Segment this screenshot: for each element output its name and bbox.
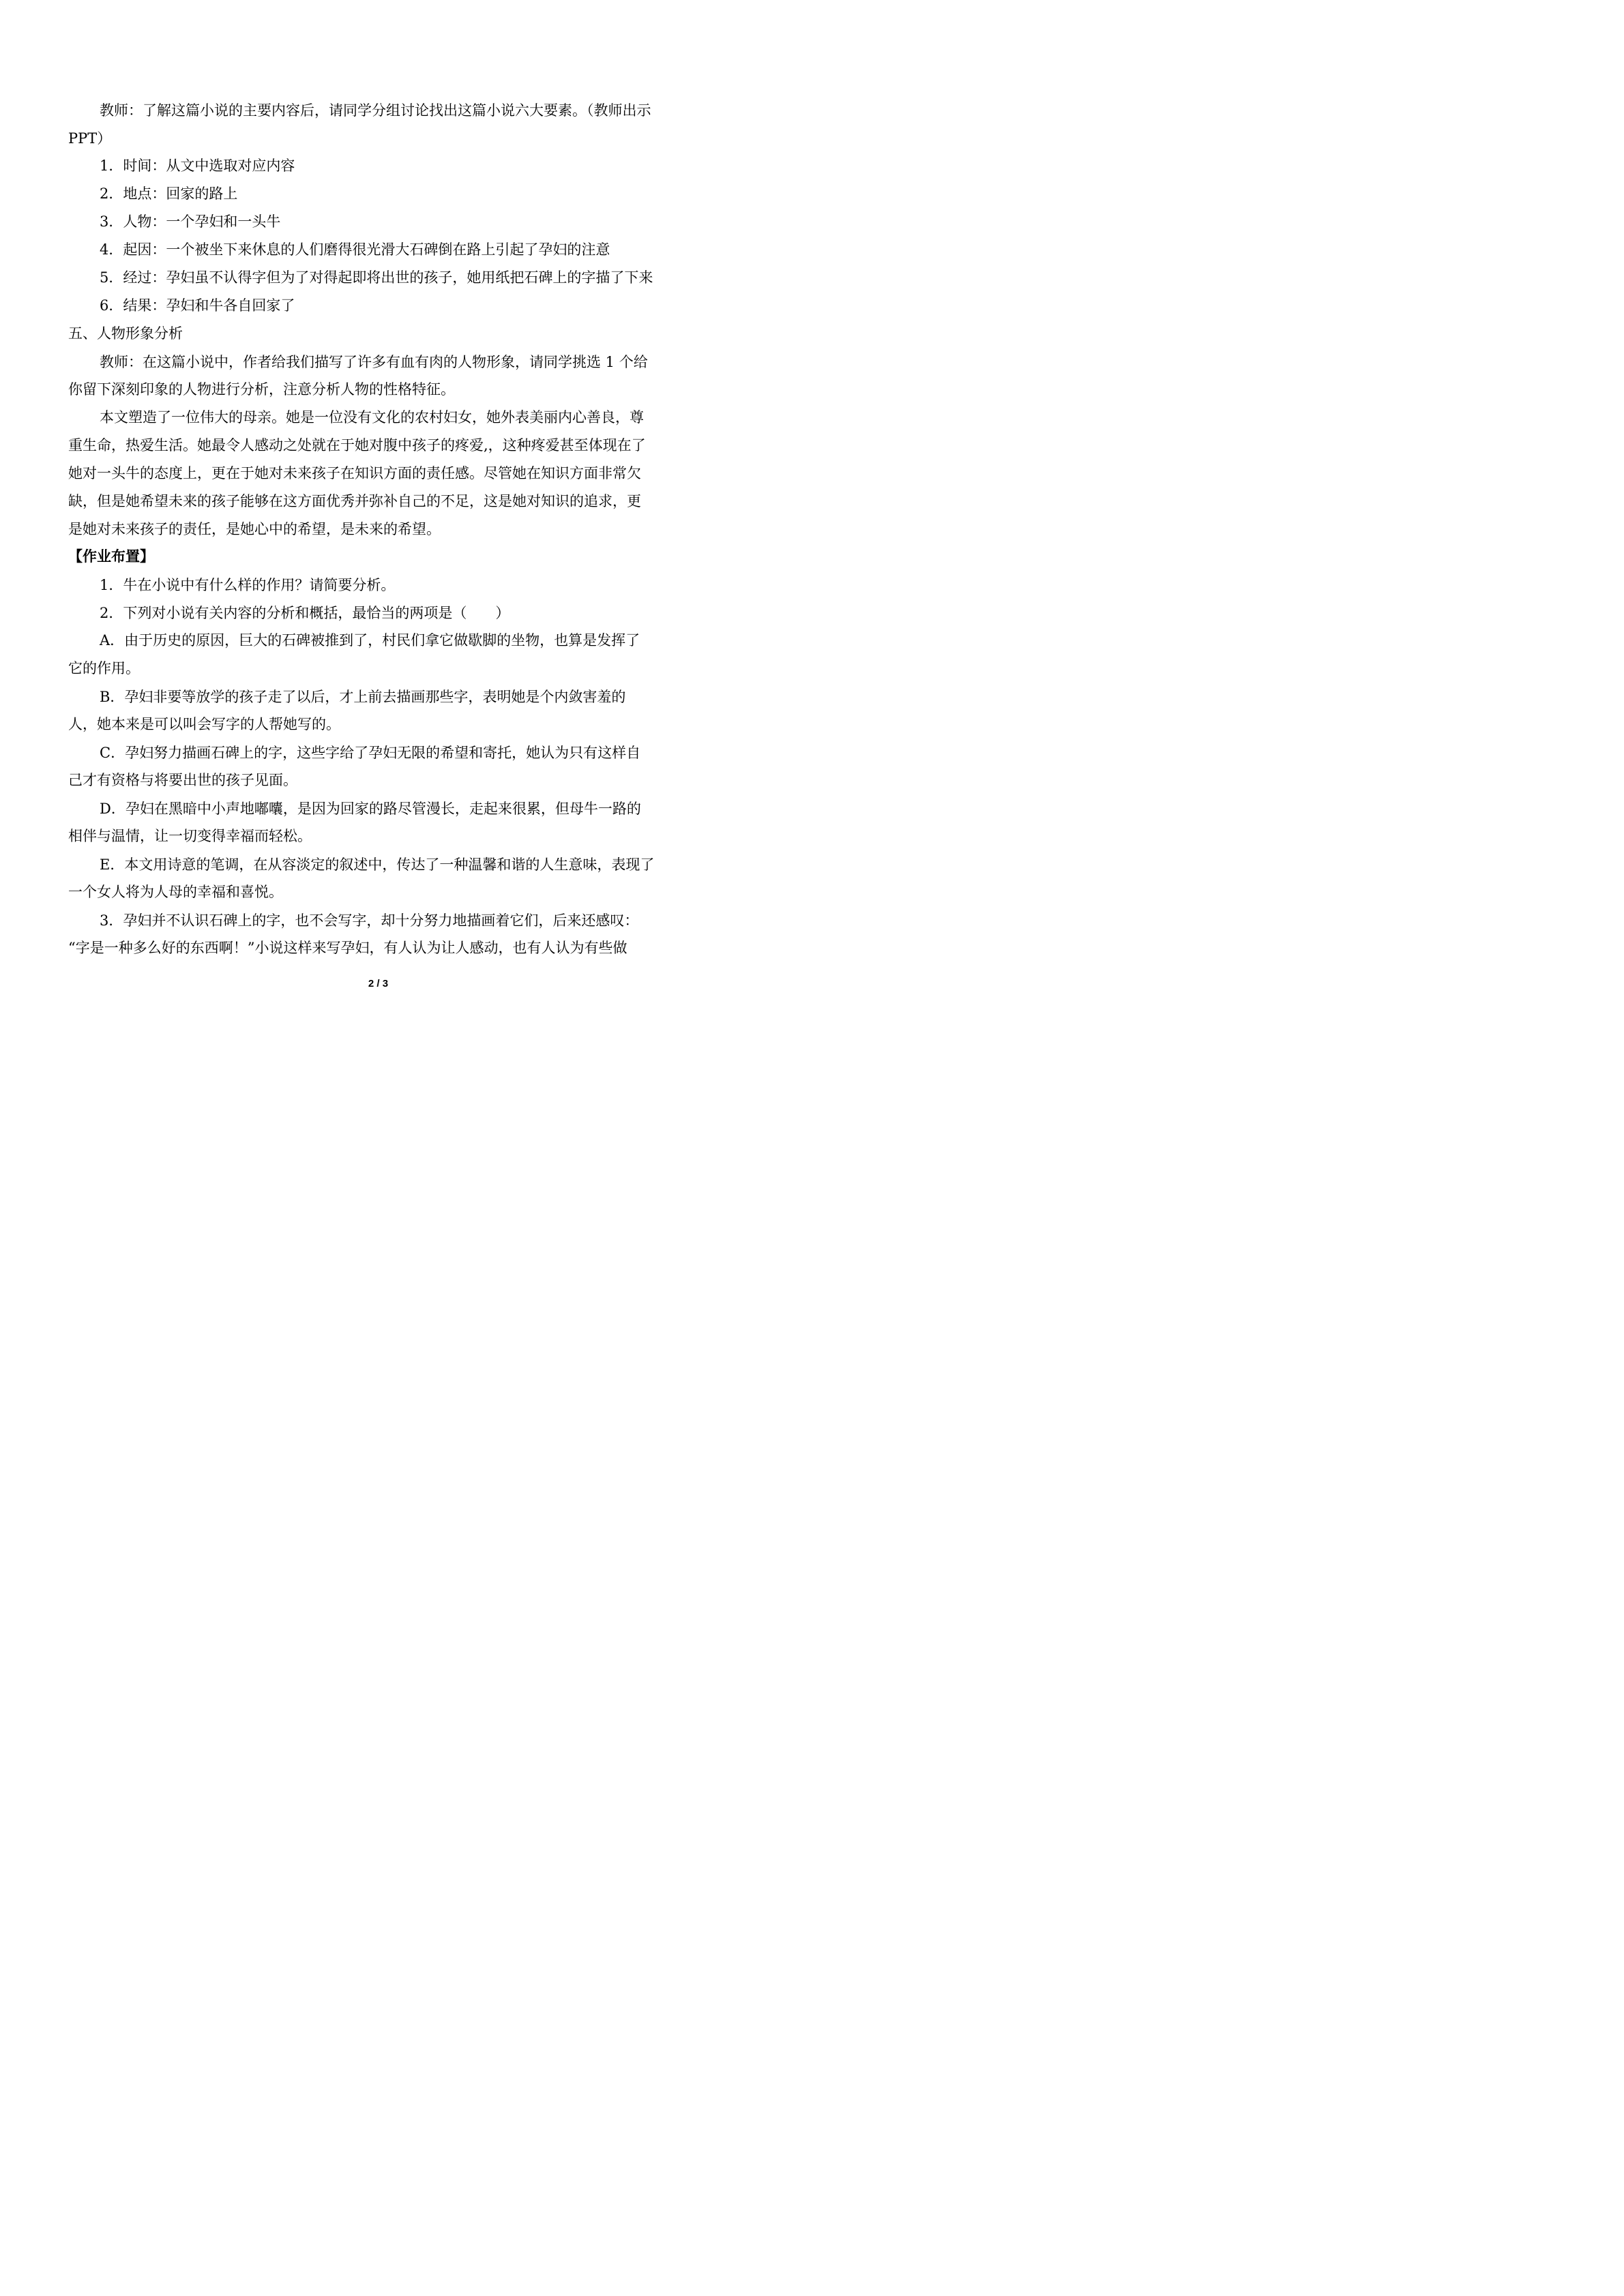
option-line: C．孕妇努力描画石碑上的字，这些字给了孕妇无限的希望和寄托，她认为只有这样自 [100,745,641,761]
list-item: 1．时间：从文中选取对应内容 [100,158,295,174]
section-heading: 五、人物形象分析 [68,325,183,342]
question-item: 2．下列对小说有关内容的分析和概括，最恰当的两项是（ ） [100,605,510,621]
document-page [0,0,756,1069]
paragraph-line: “字是一种多么好的东西啊！”小说这样来写孕妇，有人认为让人感动，也有人认为有些做 [68,940,628,956]
paragraph-line: 教师：在这篇小说中，作者给我们描写了许多有血有肉的人物形象，请同学挑选 1 个给 [100,354,648,370]
paragraph-line: 是她对未来孩子的责任，是她心中的希望，是未来的希望。 [68,521,441,537]
paragraph-line: 重生命，热爱生活。她最令人感动之处就在于她对腹中孩子的疼爱,，这种疼爱甚至体现在了 [68,437,646,453]
page-number: 2 / 3 [368,978,389,989]
list-item: 5．经过：孕妇虽不认得字但为了对得起即将出世的孩子，她用纸把石碑上的字描了下来 [100,269,653,286]
paragraph-line: PPT） [68,130,112,147]
list-item: 3．人物：一个孕妇和一头牛 [100,213,281,230]
paragraph-line: 教师：了解这篇小说的主要内容后，请同学分组讨论找出这篇小说六大要素。（教师出示 [100,102,651,119]
option-line: D．孕妇在黑暗中小声地嘟囔，是因为回家的路尽管漫长，走起来很累，但母牛一路的 [100,801,641,817]
option-line: E．本文用诗意的笔调，在从容淡定的叙述中，传达了一种温馨和谐的人生意味，表现了 [100,856,655,873]
paragraph-line: 你留下深刻印象的人物进行分析，注意分析人物的性格特征。 [68,381,455,398]
list-item: 6．结果：孕妇和牛各自回家了 [100,297,295,314]
paragraph-line: 她对一头牛的态度上，更在于她对未来孩子在知识方面的责任感。尽管她在知识方面非常欠 [68,465,641,481]
option-line: 人，她本来是可以叫会写字的人帮她写的。 [68,716,340,732]
homework-heading: 【作业布置】 [68,548,154,565]
option-line: 己才有资格与将要出世的孩子见面。 [68,772,297,788]
list-item: 2．地点：回家的路上 [100,185,238,202]
option-line: A．由于历史的原因，巨大的石碑被推到了，村民们拿它做歇脚的坐物，也算是发挥了 [100,632,640,648]
option-line: 一个女人将为人母的幸福和喜悦。 [68,884,283,900]
question-item: 3．孕妇并不认识石碑上的字，也不会写字，却十分努力地描画着它们，后来还感叹： [100,912,639,929]
question-item: 1．牛在小说中有什么样的作用？请简要分析。 [100,577,396,593]
option-line: 相伴与温情，让一切变得幸福而轻松。 [68,828,312,844]
option-line: 它的作用。 [68,660,140,676]
option-line: B．孕妇非要等放学的孩子走了以后，才上前去描画那些字，表明她是个内敛害羞的 [100,689,626,705]
list-item: 4．起因：一个被坐下来休息的人们磨得很光滑大石碑倒在路上引起了孕妇的注意 [100,241,610,258]
paragraph-line: 本文塑造了一位伟大的母亲。她是一位没有文化的农村妇女，她外表美丽内心善良，尊 [100,409,644,426]
paragraph-line: 缺，但是她希望未来的孩子能够在这方面优秀并弥补自己的不足，这是她对知识的追求，更 [68,493,641,509]
